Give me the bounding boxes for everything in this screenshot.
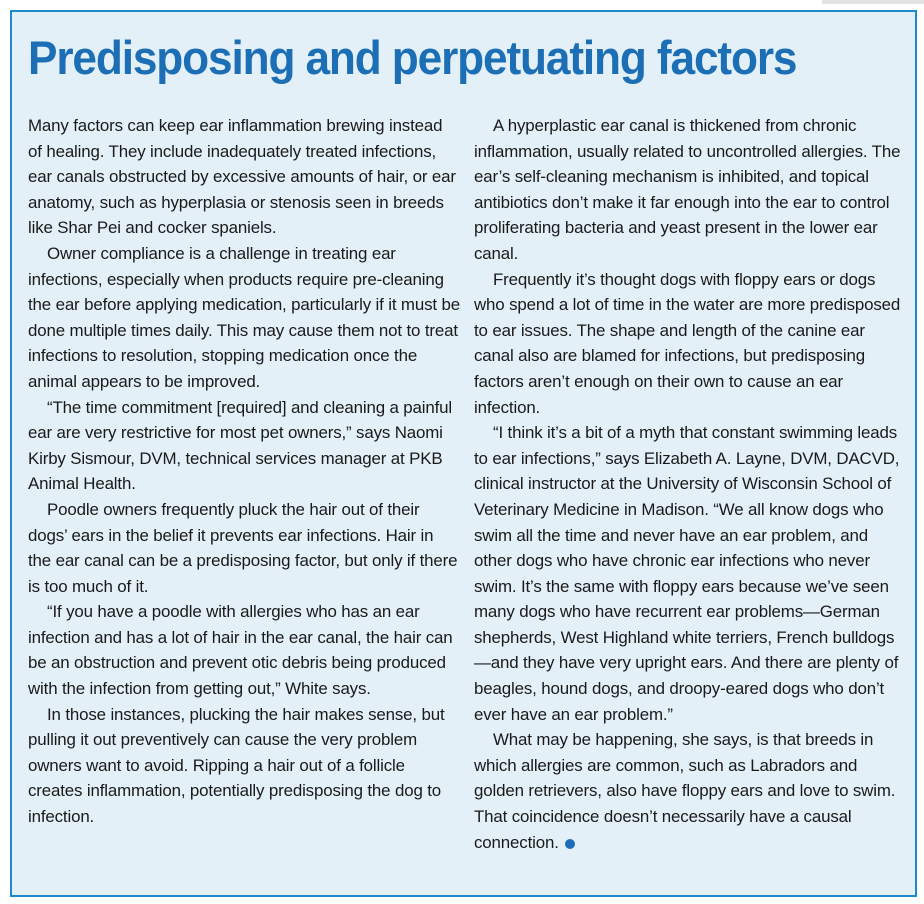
- page-corner-tab: [822, 0, 924, 4]
- paragraph: Frequently it’s thought dogs with floppy ears or dogs who spend a lot of time in the water are more predisposed to ear issues. The shape and length of the canine ear canal also are blamed for infections, but predisposing factors aren’t enough on their own to cause an ear infection.: [474, 269, 901, 417]
- last-paragraph: [474, 727, 906, 855]
- paragraph: A hyperplastic ear canal is thickened from chronic inflammation, usually related to uncontrolled allergies. The ear’s self-cleaning mechanism is inhibited, and topical antibiotics don’t make it far enough into the ear to control proliferating bacteria and yeast present in the lower ear canal.: [474, 116, 901, 263]
- paragraph: Many factors can keep ear inflammation brewing instead of healing. They include inadequately treated infections, ear canals obstructed by excessive amounts of hair, or ear anatomy, such as hyperplasia or stenosis seen in breeds like Shar Pei and cocker spaniels.: [28, 116, 456, 238]
- left-column: [28, 113, 460, 830]
- paragraph: In those instances, plucking the hair makes sense, but pulling it out preventively can cause the very problem owners want to avoid. Ripping a hair out of a follicle creates inflammation, potentially predisposing the dog to infection.: [28, 704, 445, 827]
- paragraph: “I think it’s a bit of a myth that constant swimming leads to ear infections,” says Elizabeth A. Layne, DVM, DACVD, clinical instructor at the University of Wisconsin School of Veterinary Medicine in Madison. “We all know dogs who swim all the time and never have an ear problem, and other dogs who have chronic ear infections who never swim. It’s the same with floppy ears because we’ve seen many dogs who have recurrent ear problems—German shepherds, West Highland white terriers, French bulldogs—and they have very upright ears. And there are plenty of beagles, hound dogs, and droopy-eared dogs who don’t ever have an ear problem.”: [474, 423, 900, 724]
- paragraph: “The time commitment [required] and cleaning a painful ear are very restrictive for most pet owners,” says Naomi Kirby Sismour, DVM, technical services manager at PKB Animal Health.: [28, 397, 452, 494]
- right-column: [474, 113, 906, 855]
- paragraph: Owner compliance is a challenge in treating ear infections, especially when products require pre-cleaning the ear before applying medication, particularly if it must be done multiple times daily. This may cause them not to treat infections to resolution, stopping medication once the animal appears to be improved.: [28, 243, 460, 391]
- box-title: Predisposing and perpetuating factors: [28, 31, 797, 84]
- paragraph-text: What may be happening, she says, is that breeds in which allergies are common, such as Labradors and golden retrievers, also have floppy ears and love to swim. That coincidence doesn’t necessarily have a causal connection.: [474, 730, 896, 852]
- end-of-article-dot-icon: [565, 839, 575, 849]
- paragraph: “If you have a poodle with allergies who has an ear infection and has a lot of hair in the ear canal, the hair can be an obstruction and prevent otic debris being produced with the infection from getting out,” White says.: [28, 602, 453, 699]
- paragraph: Poodle owners frequently pluck the hair out of their dogs’ ears in the belief it prevents ear infections. Hair in the ear canal can be a predisposing factor, but only if there is too much of it.: [28, 499, 458, 596]
